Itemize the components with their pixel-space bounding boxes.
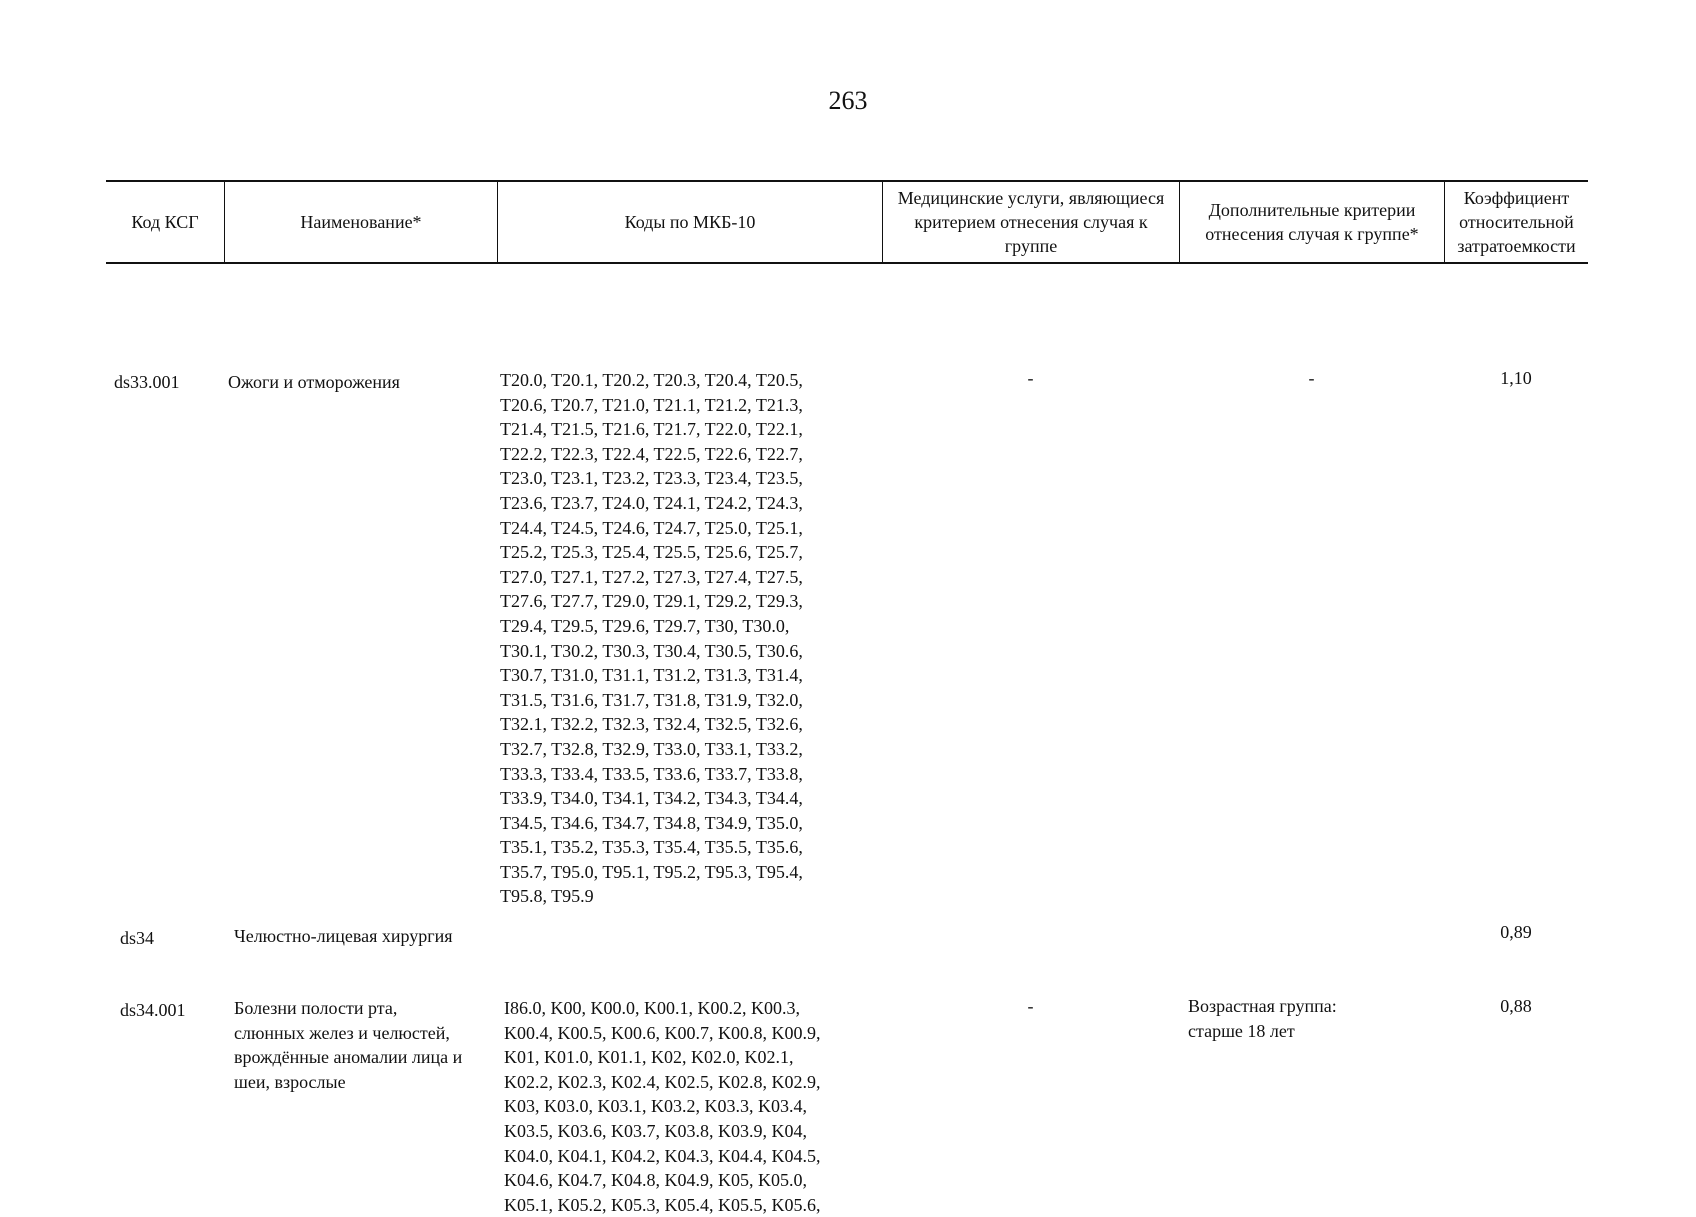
mkb-line: T35.1, T35.2, T35.3, T35.4, T35.5, T35.6, (500, 837, 803, 858)
page-number: 263 (828, 86, 868, 115)
mkb-line: T30.7, T31.0, T31.1, T31.2, T31.3, T31.4, (500, 665, 803, 686)
row-name: Челюстно-лицевая хирургия (234, 926, 453, 946)
name-line: Болезни полости рта, (234, 998, 398, 1018)
mkb-line: T21.4, T21.5, T21.6, T21.7, T22.0, T22.1, (500, 419, 803, 440)
mkb-line: T24.4, T24.5, T24.6, T24.7, T25.0, T25.1, (500, 517, 803, 538)
row-coef: 1,10 (1500, 368, 1532, 388)
header-mkb: Коды по МКБ-10 (497, 182, 882, 262)
row-services: - (1027, 368, 1034, 388)
row-code: ds34.001 (120, 1000, 186, 1020)
mkb-line: K00.4, K00.5, K00.6, K00.7, K00.8, K00.9, (504, 1022, 821, 1043)
mkb-line: T95.8, T95.9 (500, 886, 594, 907)
row-mkb-codes (504, 996, 894, 1217)
row-code: ds33.001 (114, 372, 180, 392)
mkb-line: T20.6, T20.7, T21.0, T21.1, T21.2, T21.3, (500, 394, 803, 415)
mkb-line: T25.2, T25.3, T25.4, T25.5, T25.6, T25.7, (500, 542, 803, 563)
row-name: Ожоги и отморожения (228, 372, 400, 392)
criteria-line: Возрастная группа: (1188, 996, 1337, 1016)
row-services: - (1027, 996, 1034, 1016)
mkb-line: K05.1, K05.2, K05.3, K05.4, K05.5, K05.6, (504, 1194, 821, 1215)
mkb-line: T32.1, T32.2, T32.3, T32.4, T32.5, T32.6, (500, 714, 803, 735)
header-services: Медицинские услуги, являющиеся критерием отнесения случая к группе (882, 182, 1179, 262)
name-line: шеи, взрослые (234, 1071, 346, 1092)
criteria-line: старше 18 лет (1188, 1020, 1295, 1041)
header-coef: Коэффициент относительной затратоемкости (1444, 182, 1588, 262)
mkb-line: T27.6, T27.7, T29.0, T29.1, T29.2, T29.3, (500, 591, 803, 612)
row-criteria (1188, 994, 1438, 1043)
mkb-line: T30.1, T30.2, T30.3, T30.4, T30.5, T30.6, (500, 640, 803, 661)
row-code: ds34 (120, 928, 155, 948)
mkb-line: T23.0, T23.1, T23.2, T23.3, T23.4, T23.5, (500, 468, 803, 489)
mkb-line: T31.5, T31.6, T31.7, T31.8, T31.9, T32.0, (500, 689, 803, 710)
mkb-line: T33.9, T34.0, T34.1, T34.2, T34.3, T34.4, (500, 788, 803, 809)
header-name: Наименование* (224, 182, 497, 262)
mkb-line: K04.0, K04.1, K04.2, K04.3, K04.4, K04.5, (504, 1145, 821, 1166)
row-criteria: - (1308, 368, 1315, 388)
header-code: Код КСГ (131, 212, 199, 232)
mkb-line: T22.2, T22.3, T22.4, T22.5, T22.6, T22.7, (500, 443, 803, 464)
mkb-line: T35.7, T95.0, T95.1, T95.2, T95.3, T95.4, (500, 861, 803, 882)
mkb-line: K03.5, K03.6, K03.7, K03.8, K03.9, K04, (504, 1120, 807, 1141)
table-header (106, 180, 1588, 264)
mkb-line: T34.5, T34.6, T34.7, T34.8, T34.9, T35.0, (500, 812, 803, 833)
mkb-line: I86.0, K00, K00.0, K00.1, K00.2, K00.3, (504, 998, 800, 1018)
mkb-line: T27.0, T27.1, T27.2, T27.3, T27.4, T27.5, (500, 566, 803, 587)
mkb-line: K01, K01.0, K01.1, K02, K02.0, K02.1, (504, 1047, 794, 1068)
mkb-line: K02.2, K02.3, K02.4, K02.5, K02.8, K02.9, (504, 1071, 821, 1092)
mkb-line: T32.7, T32.8, T32.9, T33.0, T33.1, T33.2, (500, 738, 803, 759)
mkb-line: T33.3, T33.4, T33.5, T33.6, T33.7, T33.8, (500, 763, 803, 784)
header-criteria: Дополнительные критерии отнесения случая к группе* (1179, 182, 1444, 262)
name-line: врождённые аномалии лица и (234, 1047, 463, 1068)
mkb-line: T23.6, T23.7, T24.0, T24.1, T24.2, T24.3, (500, 492, 803, 513)
name-line: слюнных желез и челюстей, (234, 1022, 450, 1043)
mkb-line: T20.0, T20.1, T20.2, T20.3, T20.4, T20.5, (500, 370, 803, 390)
row-name (234, 996, 504, 1094)
mkb-line: K04.6, K04.7, K04.8, K04.9, K05, K05.0, (504, 1170, 807, 1191)
row-coef: 0,88 (1500, 996, 1532, 1016)
mkb-line: K03, K03.0, K03.1, K03.2, K03.3, K03.4, (504, 1096, 807, 1117)
row-coef: 0,89 (1500, 922, 1532, 942)
row-mkb-codes (500, 368, 890, 909)
mkb-line: T29.4, T29.5, T29.6, T29.7, T30, T30.0, (500, 615, 790, 636)
ksg-table (106, 180, 1588, 1215)
